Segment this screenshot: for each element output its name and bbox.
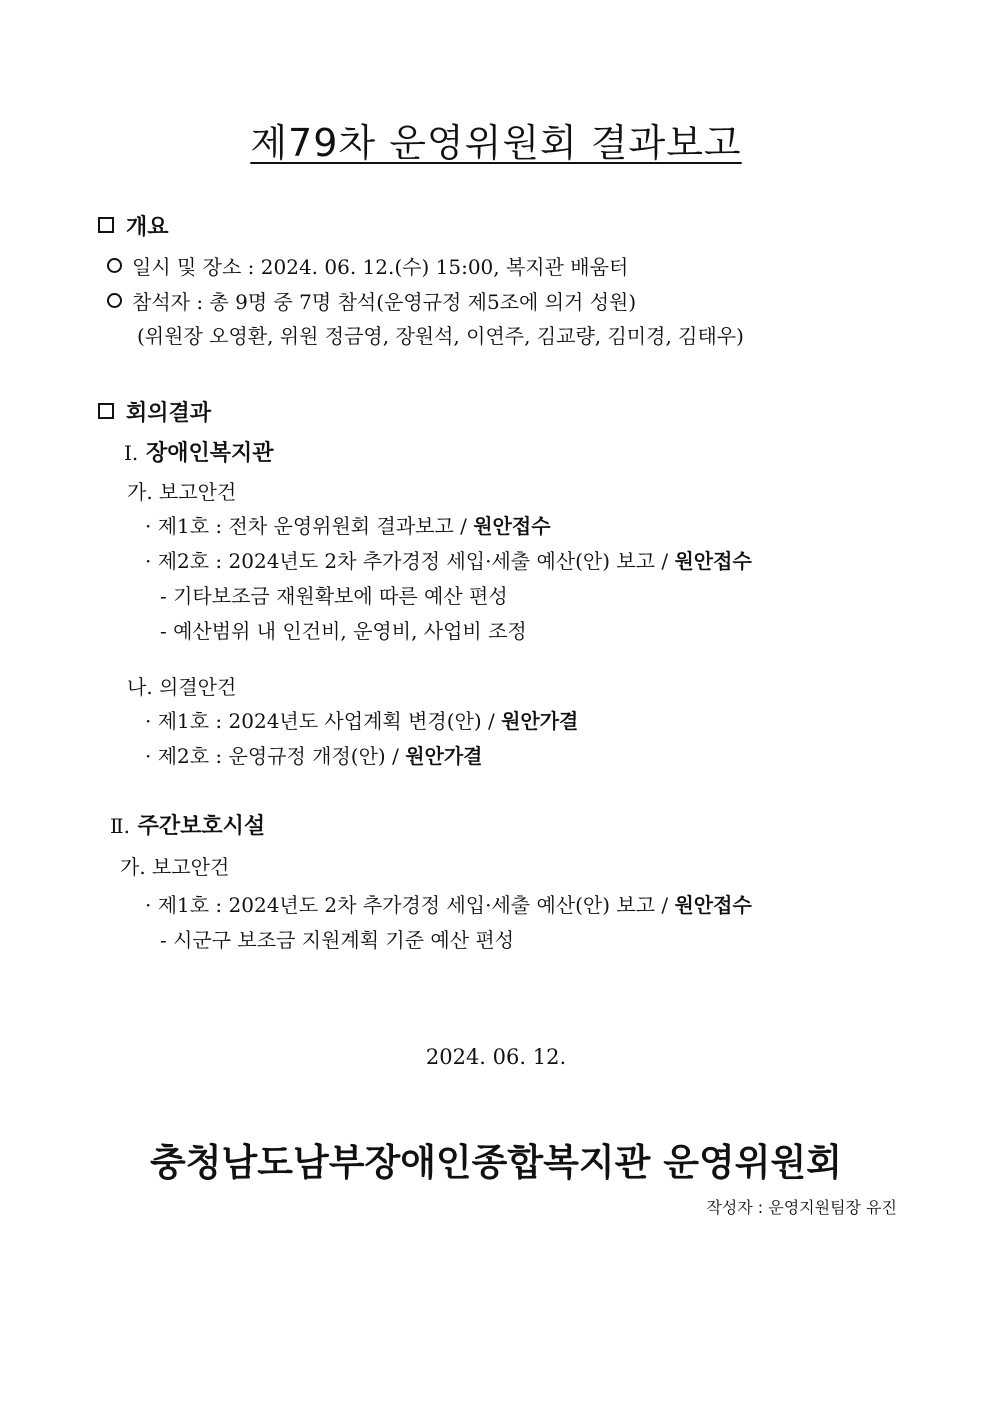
status-label: 원안접수: [674, 549, 752, 573]
section1-heading: [124, 436, 273, 467]
author-line: 작성자 : 운영지원팀장 유진: [706, 1198, 897, 1217]
status-label: 원안접수: [473, 514, 551, 538]
status-label: 원안접수: [674, 893, 752, 917]
page-title: 제79차 운영위원회 결과보고: [250, 121, 742, 165]
square-bullet-icon: [98, 217, 114, 233]
organization-name: 충청남도남부장애인종합복지관 운영위원회: [150, 1141, 842, 1184]
section1-name: 장애인복지관: [145, 441, 274, 466]
section2-name: 주간보호시설: [137, 814, 266, 839]
circle-bullet-icon: [107, 293, 122, 308]
section1-resolution-item1: · 제1호 : 2024년도 사업계획 변경(안) / 원안가결: [145, 709, 579, 733]
section1-report-detail2: - 예산범위 내 인건비, 운영비, 사업비 조정: [160, 619, 527, 643]
section1-report-detail1: - 기타보조금 재원확보에 따른 예산 편성: [160, 584, 508, 608]
section1-report-item1: · 제1호 : 전차 운영위원회 결과보고 / 원안접수: [145, 514, 551, 538]
section1-report-heading: 가. 보고안건: [127, 480, 237, 504]
overview-attendees: 참석자 : 총 9명 중 7명 참석(운영규정 제5조에 의거 성원): [107, 286, 636, 315]
status-label: 원안가결: [405, 744, 483, 768]
overview-heading: 개요: [98, 210, 169, 241]
section2-heading: [110, 809, 265, 840]
section1-numeral: Ⅰ.: [124, 441, 139, 465]
section2-report-heading: 가. 보고안건: [120, 855, 230, 879]
section1-resolution-heading: 나. 의결안건: [127, 675, 237, 699]
section1-report-item2: · 제2호 : 2024년도 2차 추가경정 세입·세출 예산(안) 보고 / 원안접수: [145, 549, 752, 573]
section2-numeral: Ⅱ.: [110, 814, 130, 838]
circle-bullet-icon: [107, 258, 122, 273]
overview-members: (위원장 오영환, 위원 정금영, 장원석, 이연주, 김교량, 김미경, 김태우): [137, 324, 744, 348]
square-bullet-icon: [98, 403, 114, 419]
document-date: 2024. 06. 12.: [425, 1045, 567, 1069]
results-heading: 회의결과: [98, 396, 211, 427]
section1-resolution-item2: · 제2호 : 운영규정 개정(안) / 원안가결: [145, 744, 483, 768]
section2-report-item1: · 제1호 : 2024년도 2차 추가경정 세입·세출 예산(안) 보고 / 원안접수: [145, 893, 752, 917]
overview-datetime: 일시 및 장소 : 2024. 06. 12.(수) 15:00, 복지관 배움터: [107, 251, 628, 280]
section2-report-detail1: - 시군구 보조금 지원계획 기준 예산 편성: [160, 928, 515, 952]
status-label: 원안가결: [501, 709, 579, 733]
